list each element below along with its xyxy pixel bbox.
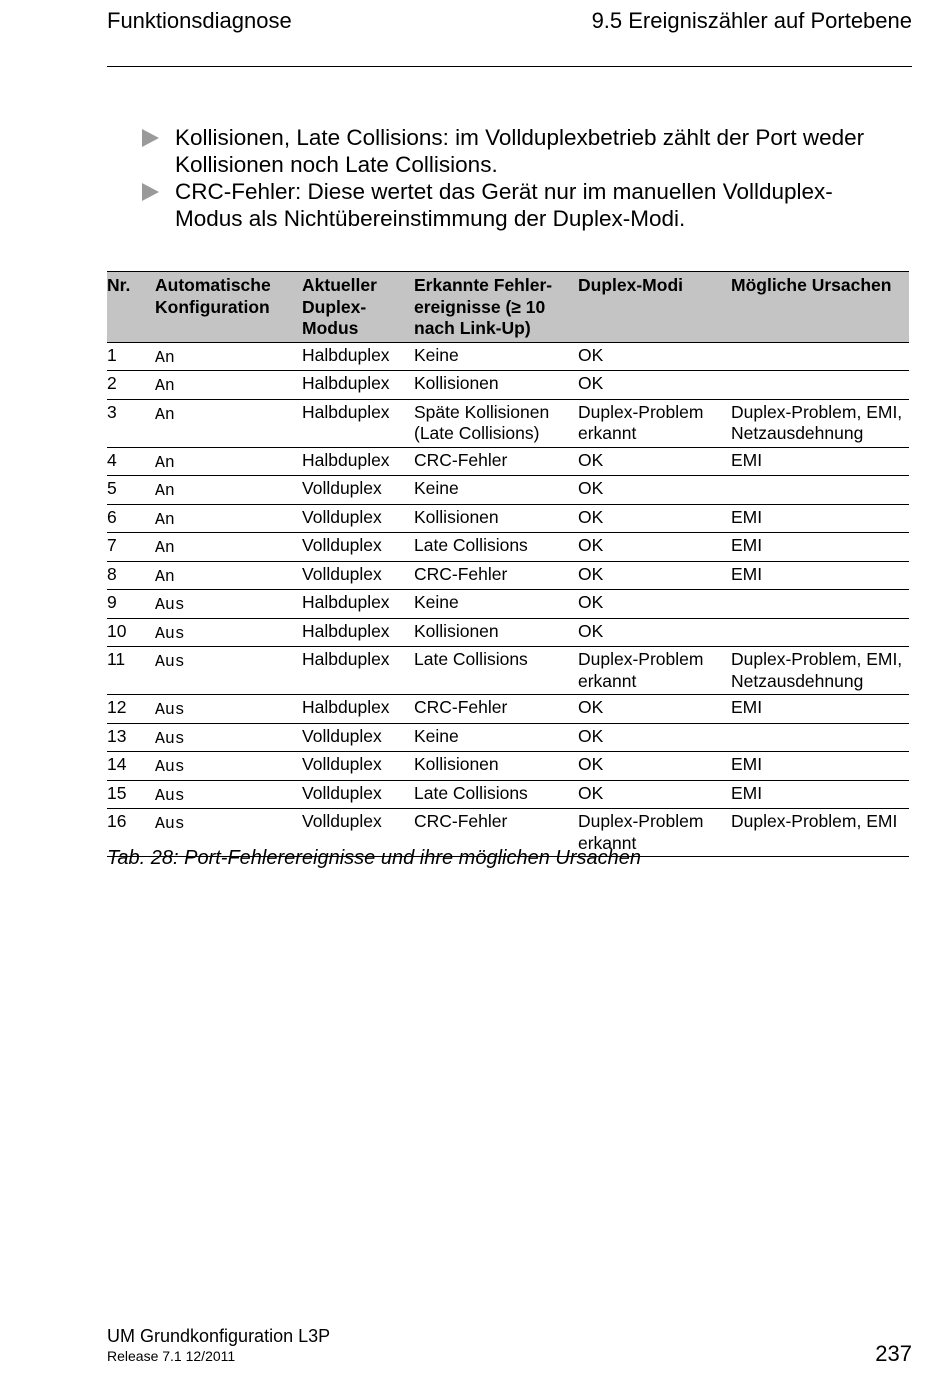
bullet-line: CRC-Fehler: Diese wertet das Gerät nur im manuellen Vollduplex-	[175, 179, 833, 204]
cell-nr: 14	[107, 752, 155, 781]
cell-nr: 1	[107, 342, 155, 371]
cell-possible-causes	[731, 476, 909, 505]
cell-possible-causes	[731, 342, 909, 371]
cell-duplex-mode: Halbduplex	[302, 342, 414, 371]
cell-duplex-mode: Halbduplex	[302, 590, 414, 619]
header-auto-config: Automatische Konfiguration	[155, 272, 302, 343]
cell-detected-errors: Keine	[414, 590, 578, 619]
cell-possible-causes: EMI	[731, 504, 909, 533]
cell-auto-config: An	[155, 399, 302, 447]
cell-detected-errors: Späte Kollisionen (Late Collisions)	[414, 399, 578, 447]
table-row	[107, 752, 909, 781]
table-row	[107, 618, 909, 647]
cell-duplex-modi: OK	[578, 590, 731, 619]
cell-detected-errors: Keine	[414, 723, 578, 752]
cell-detected-errors: CRC-Fehler	[414, 561, 578, 590]
cell-auto-config: An	[155, 504, 302, 533]
cell-possible-causes: EMI	[731, 695, 909, 724]
cell-nr: 10	[107, 618, 155, 647]
header-detected-errors: Erkannte Fehler- ereignisse (≥ 10 nach Link-Up)	[414, 272, 578, 343]
cell-possible-causes	[731, 371, 909, 400]
bullet-line: Kollisionen noch Late Collisions.	[175, 152, 498, 177]
cell-possible-causes: EMI	[731, 752, 909, 781]
page-header	[107, 6, 912, 67]
bullet-list	[142, 124, 922, 232]
cell-detected-errors: Kollisionen	[414, 752, 578, 781]
cell-duplex-modi: OK	[578, 695, 731, 724]
cell-possible-causes: EMI	[731, 561, 909, 590]
cell-duplex-mode: Halbduplex	[302, 618, 414, 647]
chapter-title: Funktionsdiagnose	[107, 8, 292, 33]
cell-duplex-modi: Duplex-Problem erkannt	[578, 647, 731, 695]
cell-duplex-modi: OK	[578, 533, 731, 562]
table-row	[107, 504, 909, 533]
bullet-line: Kollisionen, Late Collisions: im Vollduplexbetrieb zählt der Port weder	[175, 125, 865, 150]
cell-duplex-mode: Vollduplex	[302, 809, 414, 857]
cell-possible-causes: EMI	[731, 780, 909, 809]
cell-detected-errors: Late Collisions	[414, 780, 578, 809]
cell-duplex-modi: OK	[578, 371, 731, 400]
cell-duplex-mode: Halbduplex	[302, 647, 414, 695]
cell-duplex-mode: Vollduplex	[302, 723, 414, 752]
cell-detected-errors: Kollisionen	[414, 618, 578, 647]
cell-duplex-mode: Halbduplex	[302, 371, 414, 400]
cell-nr: 9	[107, 590, 155, 619]
table-row	[107, 399, 909, 447]
cell-nr: 11	[107, 647, 155, 695]
cell-duplex-modi: OK	[578, 447, 731, 476]
table-row	[107, 695, 909, 724]
cell-detected-errors: Kollisionen	[414, 504, 578, 533]
cell-detected-errors: Late Collisions	[414, 647, 578, 695]
cell-nr: 8	[107, 561, 155, 590]
cell-duplex-modi: OK	[578, 504, 731, 533]
header-duplex-modi: Duplex-Modi	[578, 272, 731, 343]
cell-auto-config: Aus	[155, 809, 302, 857]
header-possible-causes: Mögliche Ursachen	[731, 272, 909, 343]
cell-detected-errors: Keine	[414, 342, 578, 371]
cell-auto-config: An	[155, 561, 302, 590]
cell-nr: 7	[107, 533, 155, 562]
cell-possible-causes	[731, 590, 909, 619]
header-duplex-mode: Aktueller Duplex- Modus	[302, 272, 414, 343]
bullet-line: Modus als Nichtübereinstimmung der Duplex-Modi.	[175, 206, 686, 231]
cell-duplex-mode: Vollduplex	[302, 476, 414, 505]
cell-possible-causes: Duplex-Problem, EMI	[731, 809, 909, 857]
cell-nr: 12	[107, 695, 155, 724]
table-row	[107, 476, 909, 505]
cell-duplex-modi: OK	[578, 723, 731, 752]
cell-duplex-mode: Vollduplex	[302, 561, 414, 590]
triangle-right-icon	[142, 129, 159, 147]
port-error-table	[107, 271, 909, 857]
cell-duplex-mode: Halbduplex	[302, 399, 414, 447]
cell-nr: 2	[107, 371, 155, 400]
cell-detected-errors: Late Collisions	[414, 533, 578, 562]
cell-auto-config: An	[155, 476, 302, 505]
cell-nr: 13	[107, 723, 155, 752]
cell-nr: 4	[107, 447, 155, 476]
manual-title: UM Grundkonfiguration L3P	[107, 1326, 331, 1346]
cell-auto-config: Aus	[155, 752, 302, 781]
table-caption: Tab. 28: Port-Fehlerereignisse und ihre möglichen Ursachen	[107, 847, 641, 869]
cell-auto-config: Aus	[155, 590, 302, 619]
cell-duplex-modi: OK	[578, 561, 731, 590]
cell-possible-causes	[731, 723, 909, 752]
bullet-item	[142, 178, 922, 232]
cell-possible-causes	[731, 618, 909, 647]
cell-nr: 15	[107, 780, 155, 809]
cell-auto-config: Aus	[155, 695, 302, 724]
cell-duplex-modi: OK	[578, 752, 731, 781]
table-row	[107, 561, 909, 590]
cell-possible-causes: Duplex-Problem, EMI, Netzausdehnung	[731, 647, 909, 695]
cell-auto-config: Aus	[155, 647, 302, 695]
cell-auto-config: Aus	[155, 618, 302, 647]
cell-duplex-mode: Vollduplex	[302, 752, 414, 781]
cell-duplex-modi: Duplex-Problem erkannt	[578, 809, 731, 857]
table-header-row	[107, 272, 909, 343]
cell-nr: 5	[107, 476, 155, 505]
cell-auto-config: An	[155, 447, 302, 476]
page-number: 237	[875, 1341, 912, 1366]
cell-detected-errors: Kollisionen	[414, 371, 578, 400]
cell-nr: 16	[107, 809, 155, 857]
table-row	[107, 533, 909, 562]
table-row	[107, 780, 909, 809]
bullet-item	[142, 124, 922, 178]
cell-duplex-modi: OK	[578, 780, 731, 809]
page-footer	[107, 1325, 330, 1365]
cell-auto-config: Aus	[155, 780, 302, 809]
table-row	[107, 447, 909, 476]
section-title: 9.5 Ereigniszähler auf Portebene	[591, 8, 912, 33]
cell-detected-errors: CRC-Fehler	[414, 809, 578, 857]
cell-duplex-mode: Vollduplex	[302, 780, 414, 809]
cell-auto-config: Aus	[155, 723, 302, 752]
cell-duplex-mode: Halbduplex	[302, 695, 414, 724]
cell-possible-causes: Duplex-Problem, EMI, Netzausdehnung	[731, 399, 909, 447]
cell-possible-causes: EMI	[731, 533, 909, 562]
table-row	[107, 590, 909, 619]
cell-auto-config: An	[155, 342, 302, 371]
table-row	[107, 342, 909, 371]
cell-nr: 6	[107, 504, 155, 533]
cell-auto-config: An	[155, 533, 302, 562]
table-row	[107, 371, 909, 400]
cell-duplex-modi: OK	[578, 476, 731, 505]
cell-duplex-mode: Vollduplex	[302, 533, 414, 562]
cell-detected-errors: CRC-Fehler	[414, 695, 578, 724]
header-nr: Nr.	[107, 272, 155, 343]
triangle-right-icon	[142, 183, 159, 201]
table-row	[107, 723, 909, 752]
cell-possible-causes: EMI	[731, 447, 909, 476]
cell-detected-errors: CRC-Fehler	[414, 447, 578, 476]
release-info: Release 7.1 12/2011	[107, 1348, 236, 1364]
cell-duplex-modi: Duplex-Problem erkannt	[578, 399, 731, 447]
cell-duplex-modi: OK	[578, 618, 731, 647]
cell-duplex-modi: OK	[578, 342, 731, 371]
cell-nr: 3	[107, 399, 155, 447]
cell-auto-config: An	[155, 371, 302, 400]
cell-duplex-mode: Vollduplex	[302, 504, 414, 533]
cell-duplex-mode: Halbduplex	[302, 447, 414, 476]
cell-detected-errors: Keine	[414, 476, 578, 505]
table-row	[107, 647, 909, 695]
